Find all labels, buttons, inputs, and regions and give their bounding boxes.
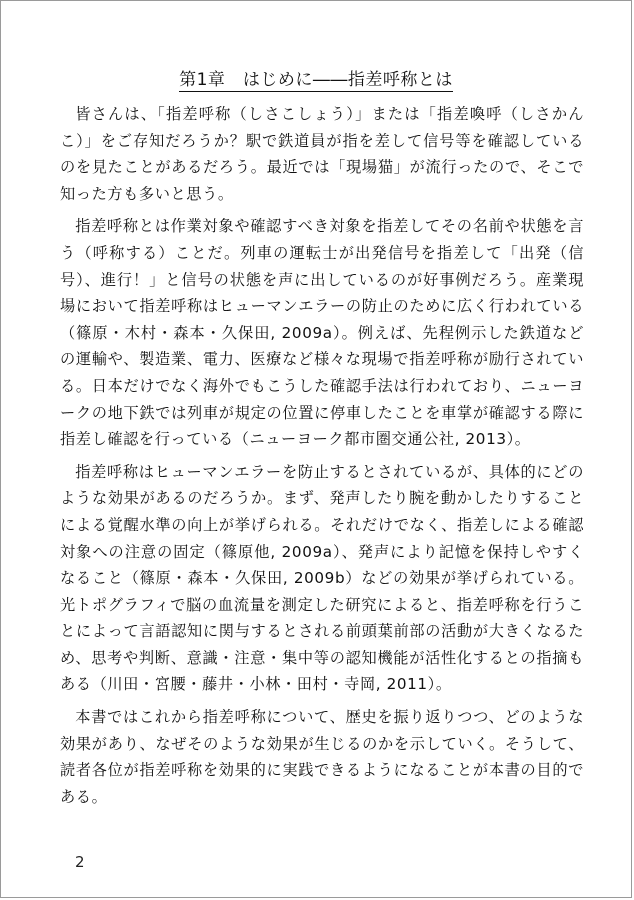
chapter-heading-text: 第1章 はじめに――指差呼称とは (179, 65, 453, 92)
body-text (60, 101, 584, 816)
page-number: 2 (75, 853, 85, 871)
chapter-heading (1, 65, 631, 92)
paragraph: 皆さんは、「指差呼称（しさこしょう）」または「指差喚呼（しさかんこ）」をご存知だろうか？駅で鉄道員が指を差して信号等を確認しているのを見たことがあるだろう。最近では「現場猫」が流行ったので、そこで知った方も多いと思う。 (60, 105, 584, 203)
paragraph: 指差呼称はヒューマンエラーを防止するとされているが、具体的にどのような効果があるのだろうか。まず、発声したり腕を動かしたりすることによる覚醒水準の向上が挙げられる。それだけでなく、指差しによる確認対象への注意の固定（篠原他, 2009a）、発声により記憶を保持しやすくなること（篠原・森本・久保田, 2009b）などの効果が挙げられている。光トポグラフィで脳の血流量を測定した研究によると、指差呼称を行うことによって言語認知に関与するとされる前頭葉前部の活動が大きくなるため、思考や判断、意識・注意・集中等の認知機能が活性化するとの指摘もある（川田・宮腰・藤井・小林・田村・寺岡, 2011）。 (60, 462, 584, 694)
paragraph: 本書ではこれから指差呼称について、歴史を振り返りつつ、どのような効果があり、なぜそのような効果が生じるのかを示していく。そうして、読者各位が指差呼称を効果的に実践できるようになることが本書の目的である。 (60, 708, 584, 806)
paragraph: 指差呼称とは作業対象や確認すべき対象を指差してその名前や状態を言う（呼称する）ことだ。列車の運転士が出発信号を指差して「出発（信号）、進行！」と信号の状態を声に出しているのが好事例だろう。産業現場において指差呼称はヒューマンエラーの防止のために広く行われている（篠原・木村・森本・久保田, 2009a）。例えば、先程例示した鉄道などの運輸や、製造業、電力、医療など様々な現場で指差呼称が励行されている。日本だけでなく海外でもこうした確認手法は行われており、ニューヨークの地下鉄では列車が規定の位置に停車したことを車掌が確認する際に指差し確認を行っている（ニューヨーク都市圏交通公社, 2013）。 (60, 217, 584, 449)
